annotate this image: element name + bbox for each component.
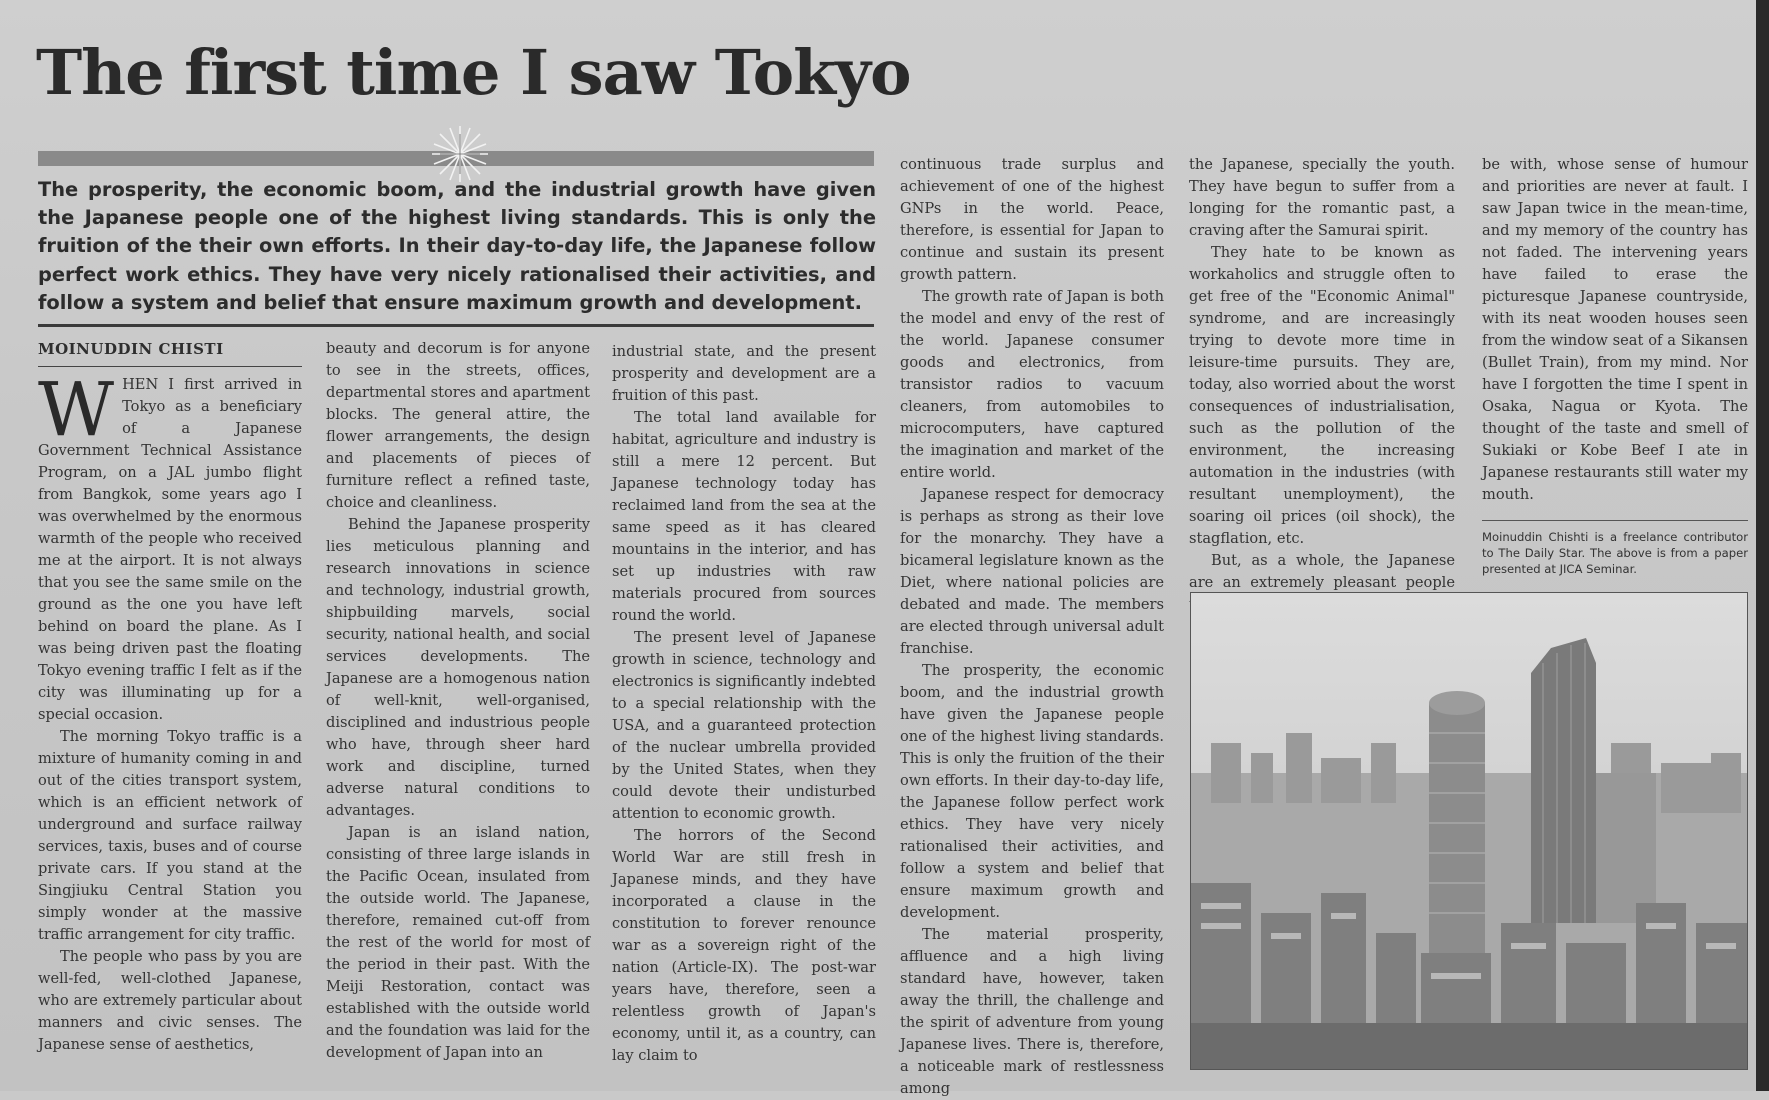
headline: The first time I saw Tokyo [36,36,911,109]
paragraph: The horrors of the Second World War are still fresh in Japanese minds, and they have incorporated a clause in the constitution to forever renounce war as a sovereign right of the nation (Article-IX). The post-war years have, therefore, seen a relentless growth of Japan's economy, until it, as a country, can lay claim to [612,827,876,1064]
page-edge [1756,0,1769,1091]
author-credit: Moinuddin Chishti is a freelance contributor to The Daily Star. The above is from a paper presented at JICA Seminar. [1482,520,1748,577]
paragraph: The present level of Japanese growth in science, technology and electronics is significantly indebted to a special relationship with the USA, and a guaranteed protection of the nuclear umbrella provided by the United States, when they could devote their undisturbed attention to economic growth. [612,629,876,822]
paragraph: The morning Tokyo traffic is a mixture of humanity coming in and out of the cities transport system, which is an efficient network of underground and surface railway services, taxis, buses and of course private cars. If you stand at the Singjiuku Central Station you simply wonder at the massive traffic arrangement for city traffic. [38,728,302,943]
tokyo-skyline-photo [1190,592,1748,1070]
paragraph: The people who pass by you are well-fed, well-clothed Japanese, who are extremely particular about manners and civic senses. The Japanese sense of aesthetics, [38,948,302,1053]
intro-rule [38,324,874,327]
paragraph: Japan is an island nation, consisting of three large islands in the Pacific Ocean, insulated from the outside world. The Japanese, therefore, remained cut-off from the rest of the world for most of the period in their past. With the Meiji Restoration, contact was established with the outside world and the foundation was laid for the development of Japan into an [326,824,590,1061]
column-6 [1482,154,1748,577]
paragraph: The total land available for habitat, agriculture and industry is still a mere 12 percent. But Japanese technology today has reclaimed land from the sea at the same speed as it has cleared mountains in the interior, and has set up industries with raw materials procured from sources round the world. [612,409,876,624]
paragraph: be with, whose sense of humour and priorities are never at fault. I saw Japan twice in the mean-time, and my memory of the country has not faded. The intervening years have failed to erase the picturesque Japanese countryside, with its neat wooden houses seen from the window seat of a Sikansen (Bullet Train), from my mind. Nor have I forgotten the time I spent in Osaka, Nagua or Kyota. The thought of the taste and smell of Sukiaki or Kobe Beef I ate in Japanese restaurants still water my mouth. [1482,156,1748,503]
paragraph: The growth rate of Japan is both the model and envy of the rest of the world. Japanese consumer goods and electronics, from transistor radios to vacuum cleaners, from automobiles to microcomputers, have captured the imagination and market of the entire world. [900,288,1164,481]
paragraph: the Japanese, specially the youth. They have begun to suffer from a longing for the romantic past, a craving after the Samurai spirit. [1189,156,1455,239]
paragraph: Behind the Japanese prosperity lies meticulous planning and research innovations in science and technology, industrial growth, shipbuilding marvels, social security, national health, and social services developments. The Japanese are a homogenous nation of well-knit, well-organised, disciplined and industrious people who have, through sheer hard work and discipline, turned adverse natural conditions to advantages. [326,516,590,819]
paragraph: HEN I first arrived in Tokyo as a beneficiary of a Japanese Government Technical Assistance Program, on a JAL jumbo flight from Bangkok, some years ago I was overwhelmed by the enormous warmth of the people who received me at the airport. It is not always that you see the same smile on the ground as the one you have left behind on board the plane. As I was being driven past the floating Tokyo evening traffic I felt as if the city was illuminating up for a special occasion. [38,376,302,723]
column-4 [900,154,1164,1100]
starburst-icon [430,124,490,184]
skyline-image [1191,593,1747,1069]
paragraph: But, as a whole, the Japanese are an extremely pleasant people [1189,552,1455,591]
column-3 [612,341,876,1067]
paragraph: The prosperity, the economic boom, and the industrial growth have given the Japanese people one of the highest living standards. This is only the fruition of the their own efforts. In their day-to-day life, the Japanese follow perfect work ethics. They have very nicely rationalised their activities, and follow a system and belief that ensure maximum growth and development. [900,662,1164,921]
paragraph: beauty and decorum is for anyone to see in the streets, offices, departmental stores and apartment blocks. The general attire, the flower arrangements, the design and placements of pieces of furniture reflect a refined taste, choice and cleanliness. [326,340,590,511]
column-1 [38,367,302,1056]
paragraph: industrial state, and the present prosperity and development are a fruition of this past. [612,343,876,404]
paragraph: Japanese respect for democracy is perhaps as strong as their love for the monarchy. They have a bicameral legislature known as the Diet, where national policies are debated and made. The members are elected through universal adult franchise. [900,486,1164,657]
column-5 [1189,154,1455,616]
paragraph: They hate to be known as workaholics and struggle often to get free of the "Economic Animal" syndrome, and are increasingly trying to devote more time in leisure-time pursuits. They are, today, also worried about the worst consequences of industrialisation, such as the pollution of the environment, the increasing automation in the industries (with resultant unemployment), the soaring oil prices (oil shock), the stagflation, etc. [1189,244,1455,547]
paragraph: continuous trade surplus and achievement of one of the highest GNPs in the world. Peace, therefore, is essential for Japan to continue and sustain its present growth pattern. [900,156,1164,283]
byline: MOINUDDIN CHISTI [38,340,302,367]
paragraph: The material prosperity, affluence and a high living standard have, however, taken away the thrill, the challenge and the spirit of adventure from young Japanese lives. There is, therefore, a noticeable mark of restlessness among [900,926,1164,1097]
drop-cap: W [38,367,115,453]
intro-blurb: The prosperity, the economic boom, and the industrial growth have given the Japanese people one of the highest living standards. This is only the fruition of the their own efforts. In their day-to-day life, the Japanese follow perfect work ethics. They have very nicely rationalised their activities, and follow a system and belief that ensure maximum growth and development. [38,178,876,314]
column-2 [326,338,590,1064]
